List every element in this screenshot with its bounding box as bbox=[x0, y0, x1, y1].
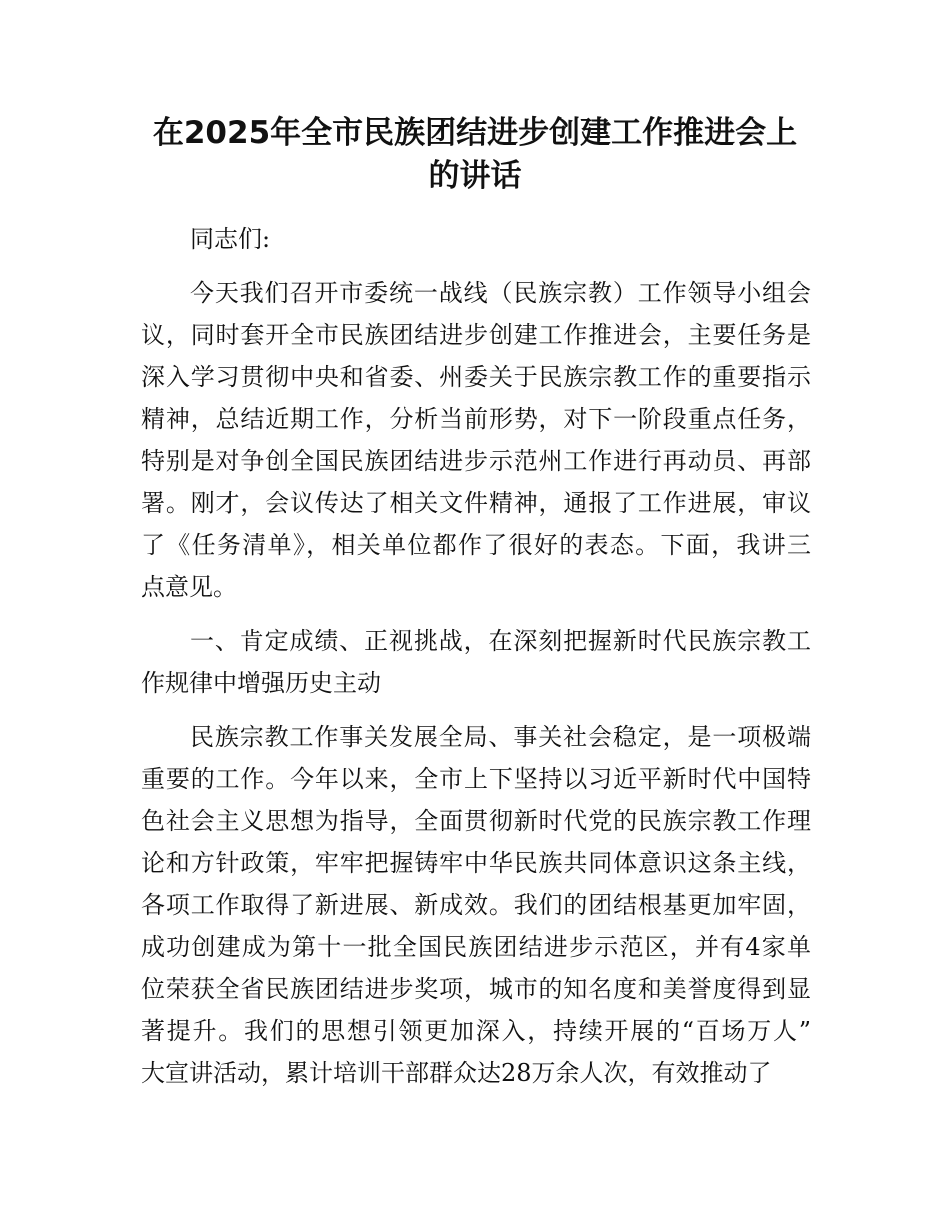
text-line: 点意见。 bbox=[141, 573, 237, 601]
salutation bbox=[141, 218, 811, 260]
document-title bbox=[130, 112, 820, 198]
text-line: 同志们: bbox=[190, 225, 271, 253]
text-line: 作规律中增强历史主动 bbox=[141, 669, 381, 697]
text-line: 深入学习贯彻中央和省委、州委关于民族宗教工作的重要指示 bbox=[141, 363, 811, 391]
text-line: 论和方针政策，牢牢把握铸牢中华民族共同体意识这条主线， bbox=[141, 849, 811, 877]
title-line-2: 的讲话 bbox=[428, 158, 522, 194]
title-line-1: 在2025年全市民族团结进步创建工作推进会上 bbox=[152, 115, 798, 151]
text-line: 一、肯定成绩、正视挑战，在深刻把握新时代民族宗教工 bbox=[190, 627, 811, 655]
text-line: 大宣讲活动，累计培训干部群众达28万余人次，有效推动了 bbox=[141, 1059, 772, 1087]
text-line: 署。刚才，会议传达了相关文件精神，通报了工作进展，审议 bbox=[141, 489, 811, 517]
text-line: 各项工作取得了新进展、新成效。我们的团结根基更加牢固， bbox=[141, 891, 811, 919]
section-heading bbox=[141, 620, 811, 704]
text-line: 成功创建成为第十一批全国民族团结进步示范区，并有4家单 bbox=[141, 933, 811, 961]
text-line: 今天我们召开市委统一战线（民族宗教）工作领导小组会 bbox=[190, 279, 811, 307]
paragraph bbox=[141, 272, 811, 608]
document-body bbox=[141, 218, 811, 1106]
paragraph bbox=[141, 716, 811, 1094]
text-line: 民族宗教工作事关发展全局、事关社会稳定，是一项极端 bbox=[190, 723, 811, 751]
text-line: 议，同时套开全市民族团结进步创建工作推进会，主要任务是 bbox=[141, 321, 811, 349]
text-line: 色社会主义思想为指导，全面贯彻新时代党的民族宗教工作理 bbox=[141, 807, 811, 835]
text-line: 精神，总结近期工作，分析当前形势，对下一阶段重点任务， bbox=[141, 405, 811, 433]
text-line: 重要的工作。今年以来，全市上下坚持以习近平新时代中国特 bbox=[141, 765, 811, 793]
text-line: 特别是对争创全国民族团结进步示范州工作进行再动员、再部 bbox=[141, 447, 811, 475]
text-line: 著提升。我们的思想引领更加深入，持续开展的“百场万人” bbox=[141, 1017, 811, 1045]
text-line: 了《任务清单》，相关单位都作了很好的表态。下面，我讲三 bbox=[141, 531, 811, 559]
text-line: 位荣获全省民族团结进步奖项，城市的知名度和美誉度得到显 bbox=[141, 975, 811, 1003]
